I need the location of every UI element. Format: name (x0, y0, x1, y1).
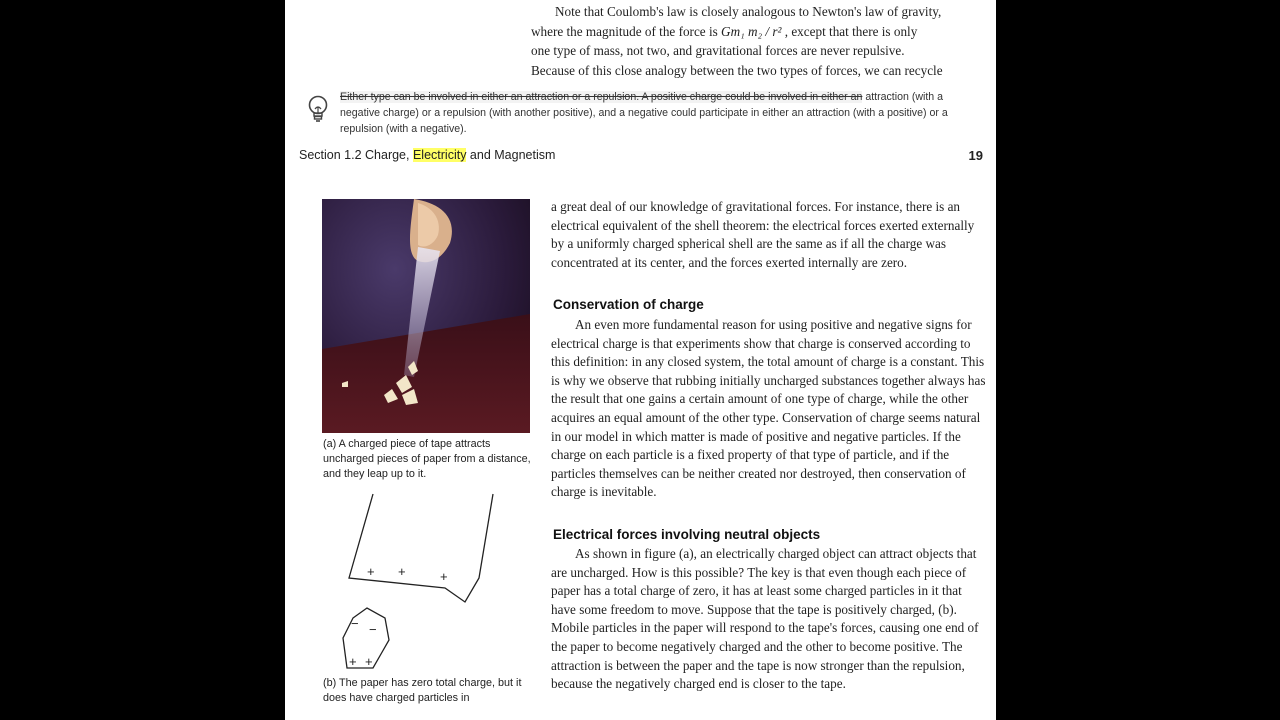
lightbulb-icon[interactable] (305, 94, 331, 124)
section-label-post: and Magnetism (466, 148, 556, 162)
plus-sign: + (365, 654, 373, 669)
plus-sign: + (367, 564, 375, 579)
section-header (299, 148, 983, 166)
heading-conservation: Conservation of charge (553, 297, 704, 312)
figure-caption-b: (b) The paper has zero total charge, but it does have charged particles in (323, 677, 522, 704)
plus-sign: + (440, 569, 448, 584)
top-line-4: Because of this close analogy between the two types of forces, we can recycle (531, 62, 943, 78)
top-paragraph (531, 2, 983, 80)
section-label (299, 148, 555, 162)
annotation-note[interactable] (340, 89, 980, 137)
body-paragraph-3 (551, 545, 989, 694)
paper-charge-diagram (325, 490, 505, 670)
top-line-3: one type of mass, not two, and gravitational forces are never repulsive. (531, 43, 905, 59)
body-paragraph-1 (551, 198, 989, 272)
minus-sign: − (369, 622, 377, 637)
section-label-pre: Section 1.2 Charge, (299, 148, 413, 162)
top-line-2-post: , except that there is only (781, 23, 918, 39)
tape-photo (322, 199, 530, 433)
gravity-formula: Gm₁ m₂ / r² (721, 23, 782, 39)
paragraph-text: As shown in figure (a), an electrically charged object can attract objects that are uncharged. How is this possible? The key is that even though each piece of paper has a total charge of zero, it has at least some charged particles in it that have some freedom to move. Suppose that the tape is positively charged, (b). Mobile particles in the paper will respond to the tape's forces, causing one end of the paper to become negatively charged and the other to become positive. The attraction is between the paper and the tape is now stronger than the repulsion, because the negatively charged end is closer to the tape. (551, 546, 979, 692)
paragraph-text: a great deal of our knowledge of gravitational forces. For instance, there is an electrical equivalent of the shell theorem: the electrical forces exerted externally by a uniformly charged spherical shell are the same as if all the charge was concentrated at its center, and the forces exerted internally are zero. (551, 199, 975, 270)
top-line-2 (531, 22, 983, 42)
plus-sign: + (349, 654, 357, 669)
note-text: attraction (with a negative charge) or a repulsion (with another positive), and a negative could participate in either an attraction (with a positive) or a repulsion (with a negative). (340, 91, 948, 135)
top-line-1: Note that Coulomb's law is closely analogous to Newton's law of gravity, (555, 4, 942, 19)
top-line-2-pre: where the magnitude of the force is (531, 23, 722, 39)
paragraph-text: An even more fundamental reason for using positive and negative signs for electrical charge is that experiments show that charge is conserved according to this definition: in any closed system, the total amount of charge is a constant. This is why we observe that rubbing initially uncharged substances together always has the result that one gains a certain amount of one type of charge, while the other acquires an equal amount of the other type. Conservation of charge seems natural in our model in which matter is made of positive and negative particles. If the charge on each particle is a fixed property of that type of particle, and if the particles themselves can be neither created nor destroyed, then conservation of charge is inevitable. (551, 317, 986, 500)
figure-caption-a: (a) A charged piece of tape attracts uncharged pieces of paper from a distance, and they leap up to it. (323, 438, 531, 480)
highlighted-word[interactable]: Electricity (412, 148, 467, 162)
body-paragraph-2 (551, 316, 989, 502)
heading-neutral-objects: Electrical forces involving neutral objects (553, 527, 821, 542)
minus-sign: − (351, 616, 359, 631)
textbook-page (285, 0, 996, 720)
note-struck-text: Either type can be involved in either an attraction or a repulsion. A positive charge could be involved in either an (340, 91, 863, 103)
plus-sign: + (398, 564, 406, 579)
page-number: 19 (968, 148, 983, 163)
